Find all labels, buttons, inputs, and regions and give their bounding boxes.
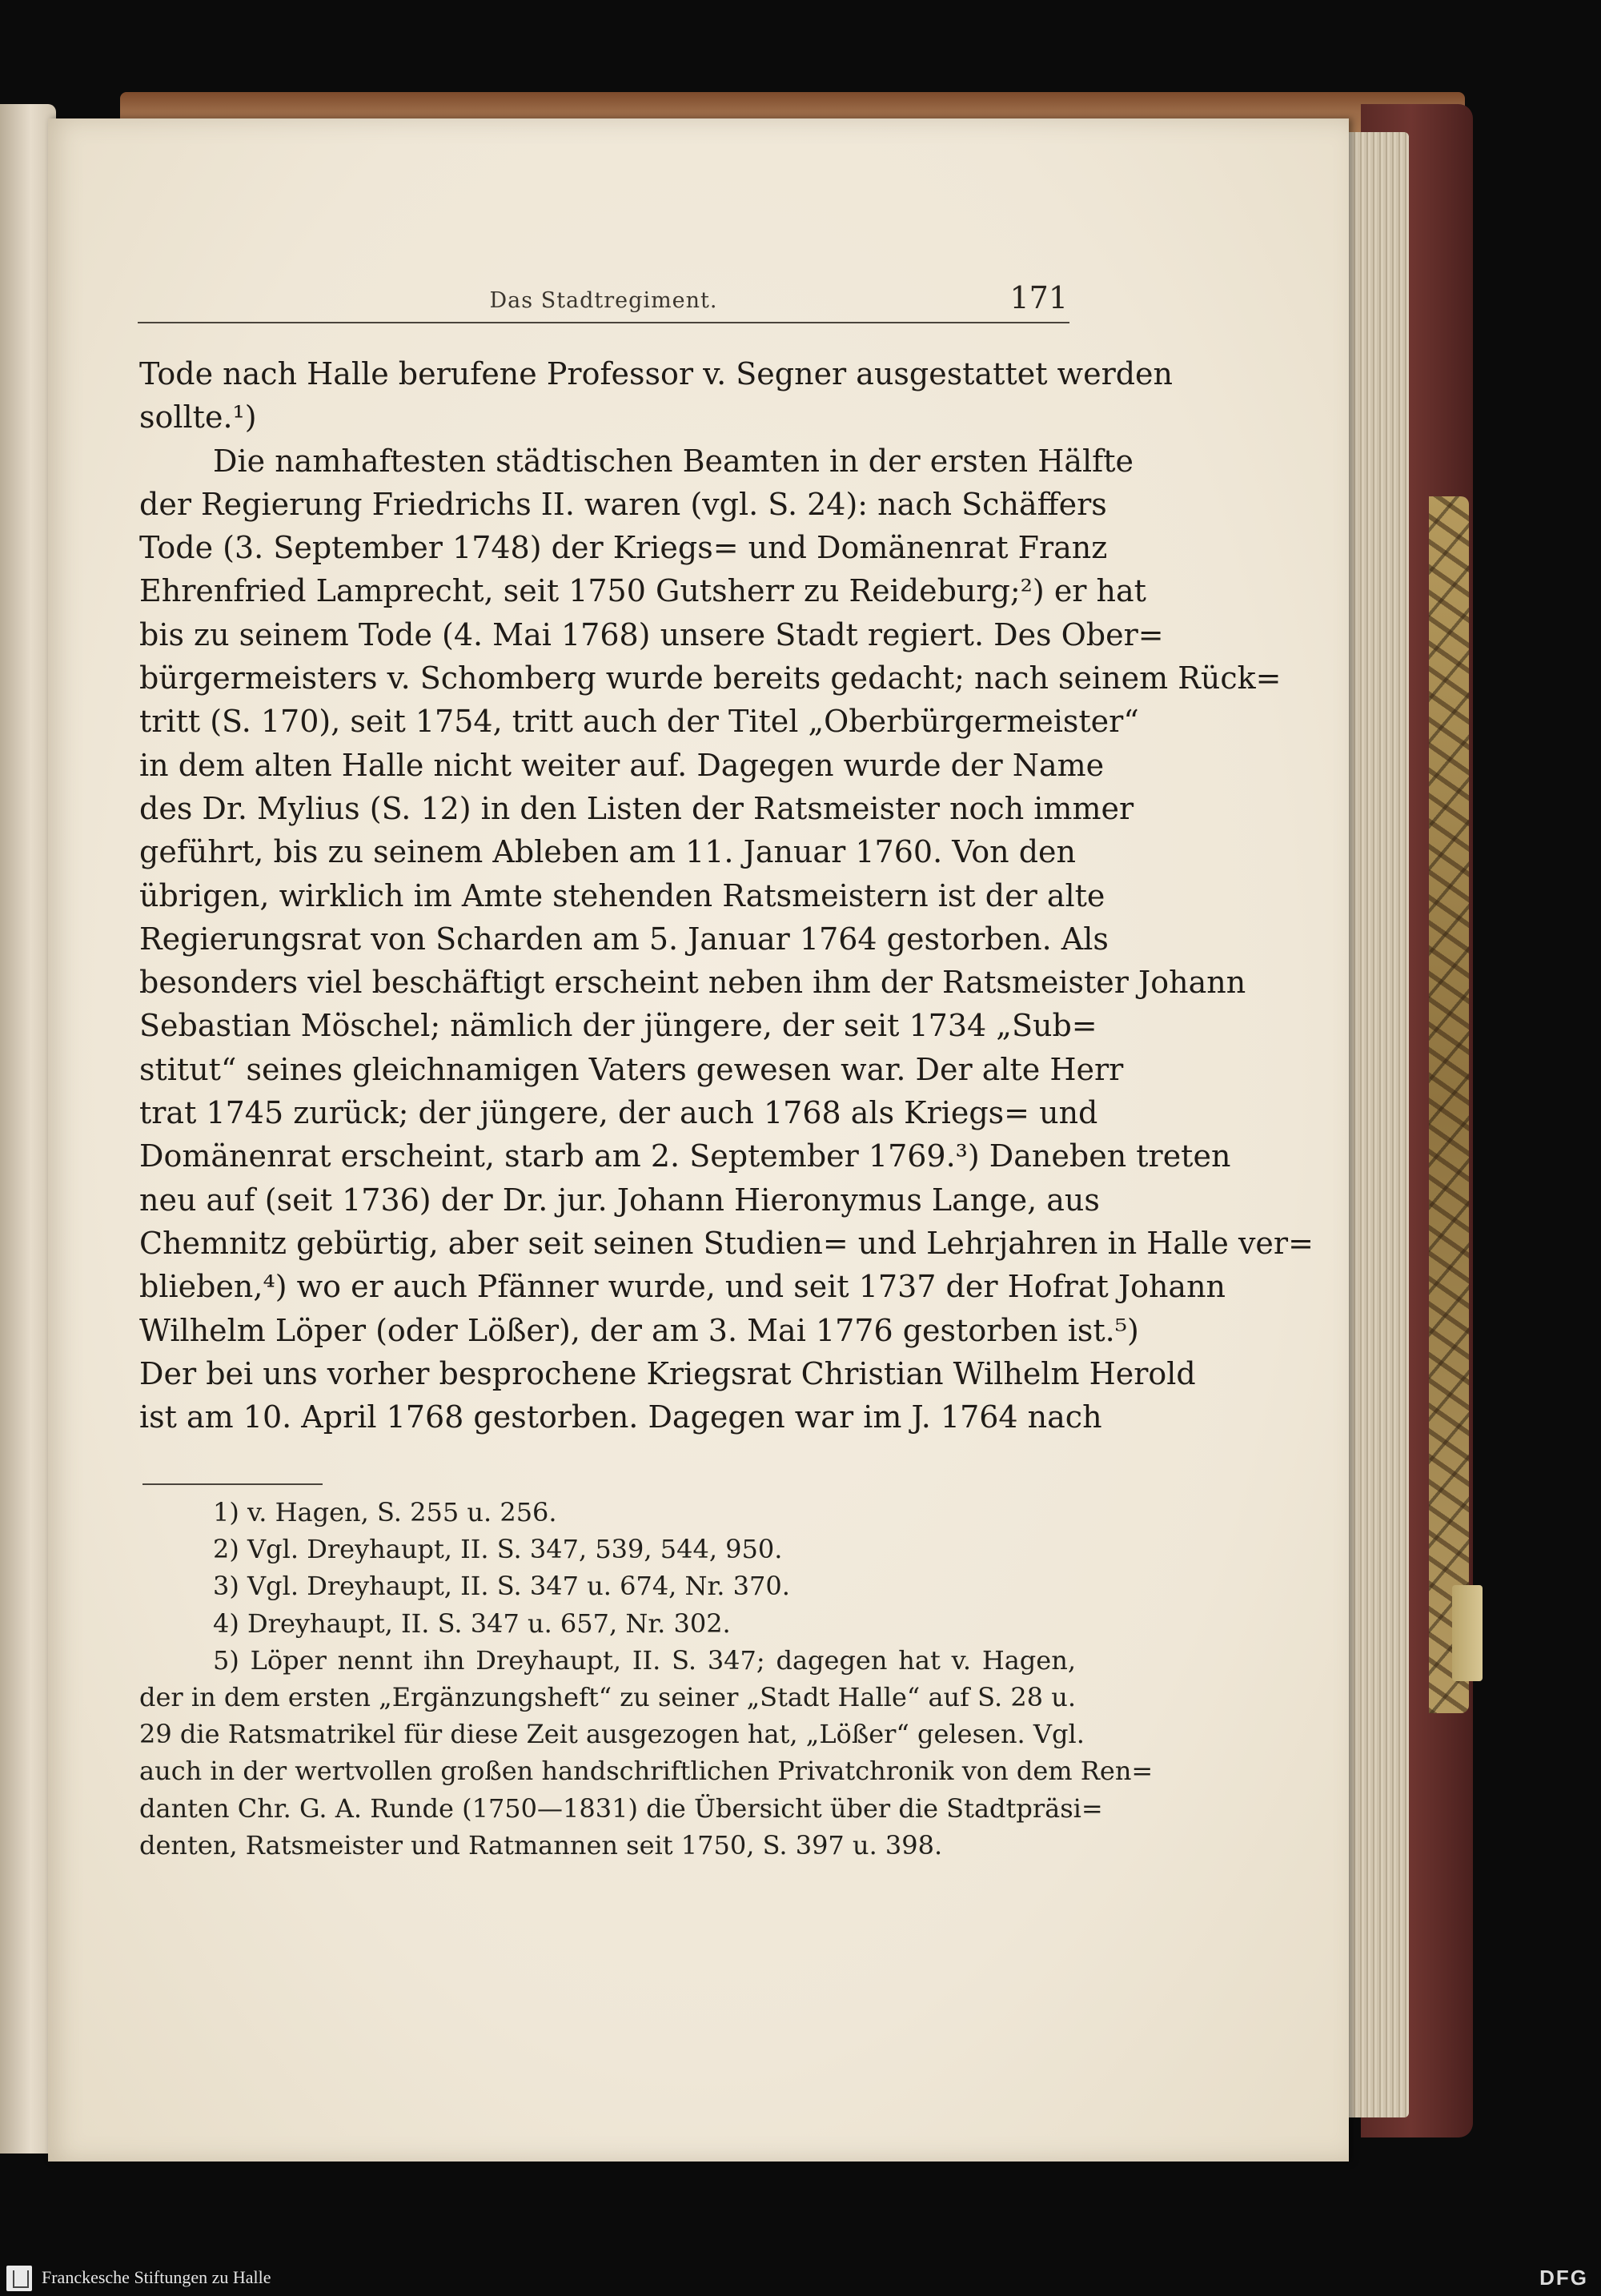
text-line: bürgermeisters v. Schomberg wurde bereits gedacht; nach seinem Rück= <box>139 660 1282 696</box>
text-line: Der bei uns vorher besprochene Kriegsrat Christian Wilhelm Herold <box>139 1355 1196 1391</box>
text-line: des Dr. Mylius (S. 12) in den Listen der Ratsmeister noch immer <box>139 790 1134 826</box>
footnote-rule <box>142 1483 323 1485</box>
footnote-line: 1) v. Hagen, S. 255 u. 256. <box>213 1497 557 1527</box>
text-line: Domänenrat erscheint, starb am 2. September 1769.³) Daneben treten <box>139 1138 1231 1174</box>
text-line: bis zu seinem Tode (4. Mai 1768) unsere Stadt regiert. Des Ober= <box>139 616 1164 652</box>
institution-name: Franckesche Stiftungen zu Halle <box>42 2267 271 2287</box>
footnotes <box>139 1494 1154 1864</box>
text-line: Ehrenfried Lamprecht, seit 1750 Gutsherr zu Reideburg;²) er hat <box>139 573 1146 609</box>
text-line: besonders viel beschäftigt erscheint neben ihm der Ratsmeister Johann <box>139 965 1246 1001</box>
text-line: tritt (S. 170), seit 1754, tritt auch der Titel „Oberbürgermeister“ <box>139 704 1139 740</box>
running-head-title: Das Stadtregiment. <box>489 288 718 313</box>
text-line: Die namhaftesten städtischen Beamten in der ersten Hälfte <box>213 443 1134 479</box>
dfg-logo: DFG <box>1539 2266 1588 2290</box>
body-text <box>139 352 1314 1439</box>
text-line: Chemnitz gebürtig, aber seit seinen Studien= und Lehrjahren in Halle ver= <box>139 1225 1314 1261</box>
text-line: sollte.¹) <box>139 399 257 436</box>
text-line: Wilhelm Löper (oder Lößer), der am 3. Mai 1776 gestorben ist.⁵) <box>139 1312 1139 1348</box>
page-stack-edge <box>1345 132 1409 2117</box>
footnote-line: der in dem ersten „Ergänzungsheft“ zu seiner „Stadt Halle“ auf S. 28 u. <box>139 1681 1076 1712</box>
text-line: geführt, bis zu seinem Ableben am 11. Januar 1760. Von den <box>139 834 1076 870</box>
page-number: 171 <box>1009 280 1068 315</box>
footnote-line: danten Chr. G. A. Runde (1750—1831) die Übersicht über die Stadtpräsi= <box>139 1792 1103 1824</box>
text-line: blieben,⁴) wo er auch Pfänner wurde, und seit 1737 der Hofrat Johann <box>139 1269 1226 1305</box>
text-line: trat 1745 zurück; der jüngere, der auch 1768 als Kriegs= und <box>139 1095 1098 1131</box>
marbled-endpaper <box>1429 496 1469 1713</box>
footnote-line: 3) Vgl. Dreyhaupt, II. S. 347 u. 674, Nr. 370. <box>213 1571 790 1602</box>
text-line: in dem alten Halle nicht weiter auf. Dagegen wurde der Name <box>139 747 1105 783</box>
footnote-line: denten, Ratsmeister und Ratmannen seit 1750, S. 397 u. 398. <box>139 1829 943 1860</box>
running-head <box>139 279 1068 320</box>
viewer-bottom-bar <box>0 2261 1601 2296</box>
footnote-line: 2) Vgl. Dreyhaupt, II. S. 347, 539, 544, 950. <box>213 1534 783 1565</box>
text-line: stitut“ seines gleichnamigen Vaters gewesen war. Der alte Herr <box>139 1051 1124 1087</box>
institution-logo-icon <box>6 2266 32 2291</box>
footnote-line: 5) Löper nennt ihn Dreyhaupt, II. S. 347; dagegen hat v. Hagen, <box>213 1644 1076 1676</box>
text-line: Tode (3. September 1748) der Kriegs= und Domänenrat Franz <box>139 530 1108 566</box>
text-line: Regierungsrat von Scharden am 5. Januar 1764 gestorben. Als <box>139 921 1109 957</box>
footnote-line: 29 die Ratsmatrikel für diese Zeit ausgezogen hat, „Lößer“ gelesen. Vgl. <box>139 1719 1085 1750</box>
footnote-line: auch in der wertvollen großen handschriftlichen Privatchronik von dem Ren= <box>139 1756 1154 1787</box>
text-line: neu auf (seit 1736) der Dr. jur. Johann Hieronymus Lange, aus <box>139 1182 1100 1218</box>
bookmark-tab <box>1452 1585 1483 1681</box>
text-line: Tode nach Halle berufene Professor v. Segner ausgestattet werden <box>139 356 1174 391</box>
footnote-line: 4) Dreyhaupt, II. S. 347 u. 657, Nr. 302. <box>213 1608 731 1639</box>
text-line: Sebastian Möschel; nämlich der jüngere, der seit 1734 „Sub= <box>139 1008 1097 1044</box>
text-line: der Regierung Friedrichs II. waren (vgl. S. 24): nach Schäffers <box>139 486 1107 522</box>
text-line: ist am 10. April 1768 gestorben. Dagegen war im J. 1764 nach <box>139 1399 1102 1435</box>
text-line: übrigen, wirklich im Amte stehenden Ratsmeistern ist der alte <box>139 877 1105 913</box>
header-rule <box>138 322 1069 323</box>
